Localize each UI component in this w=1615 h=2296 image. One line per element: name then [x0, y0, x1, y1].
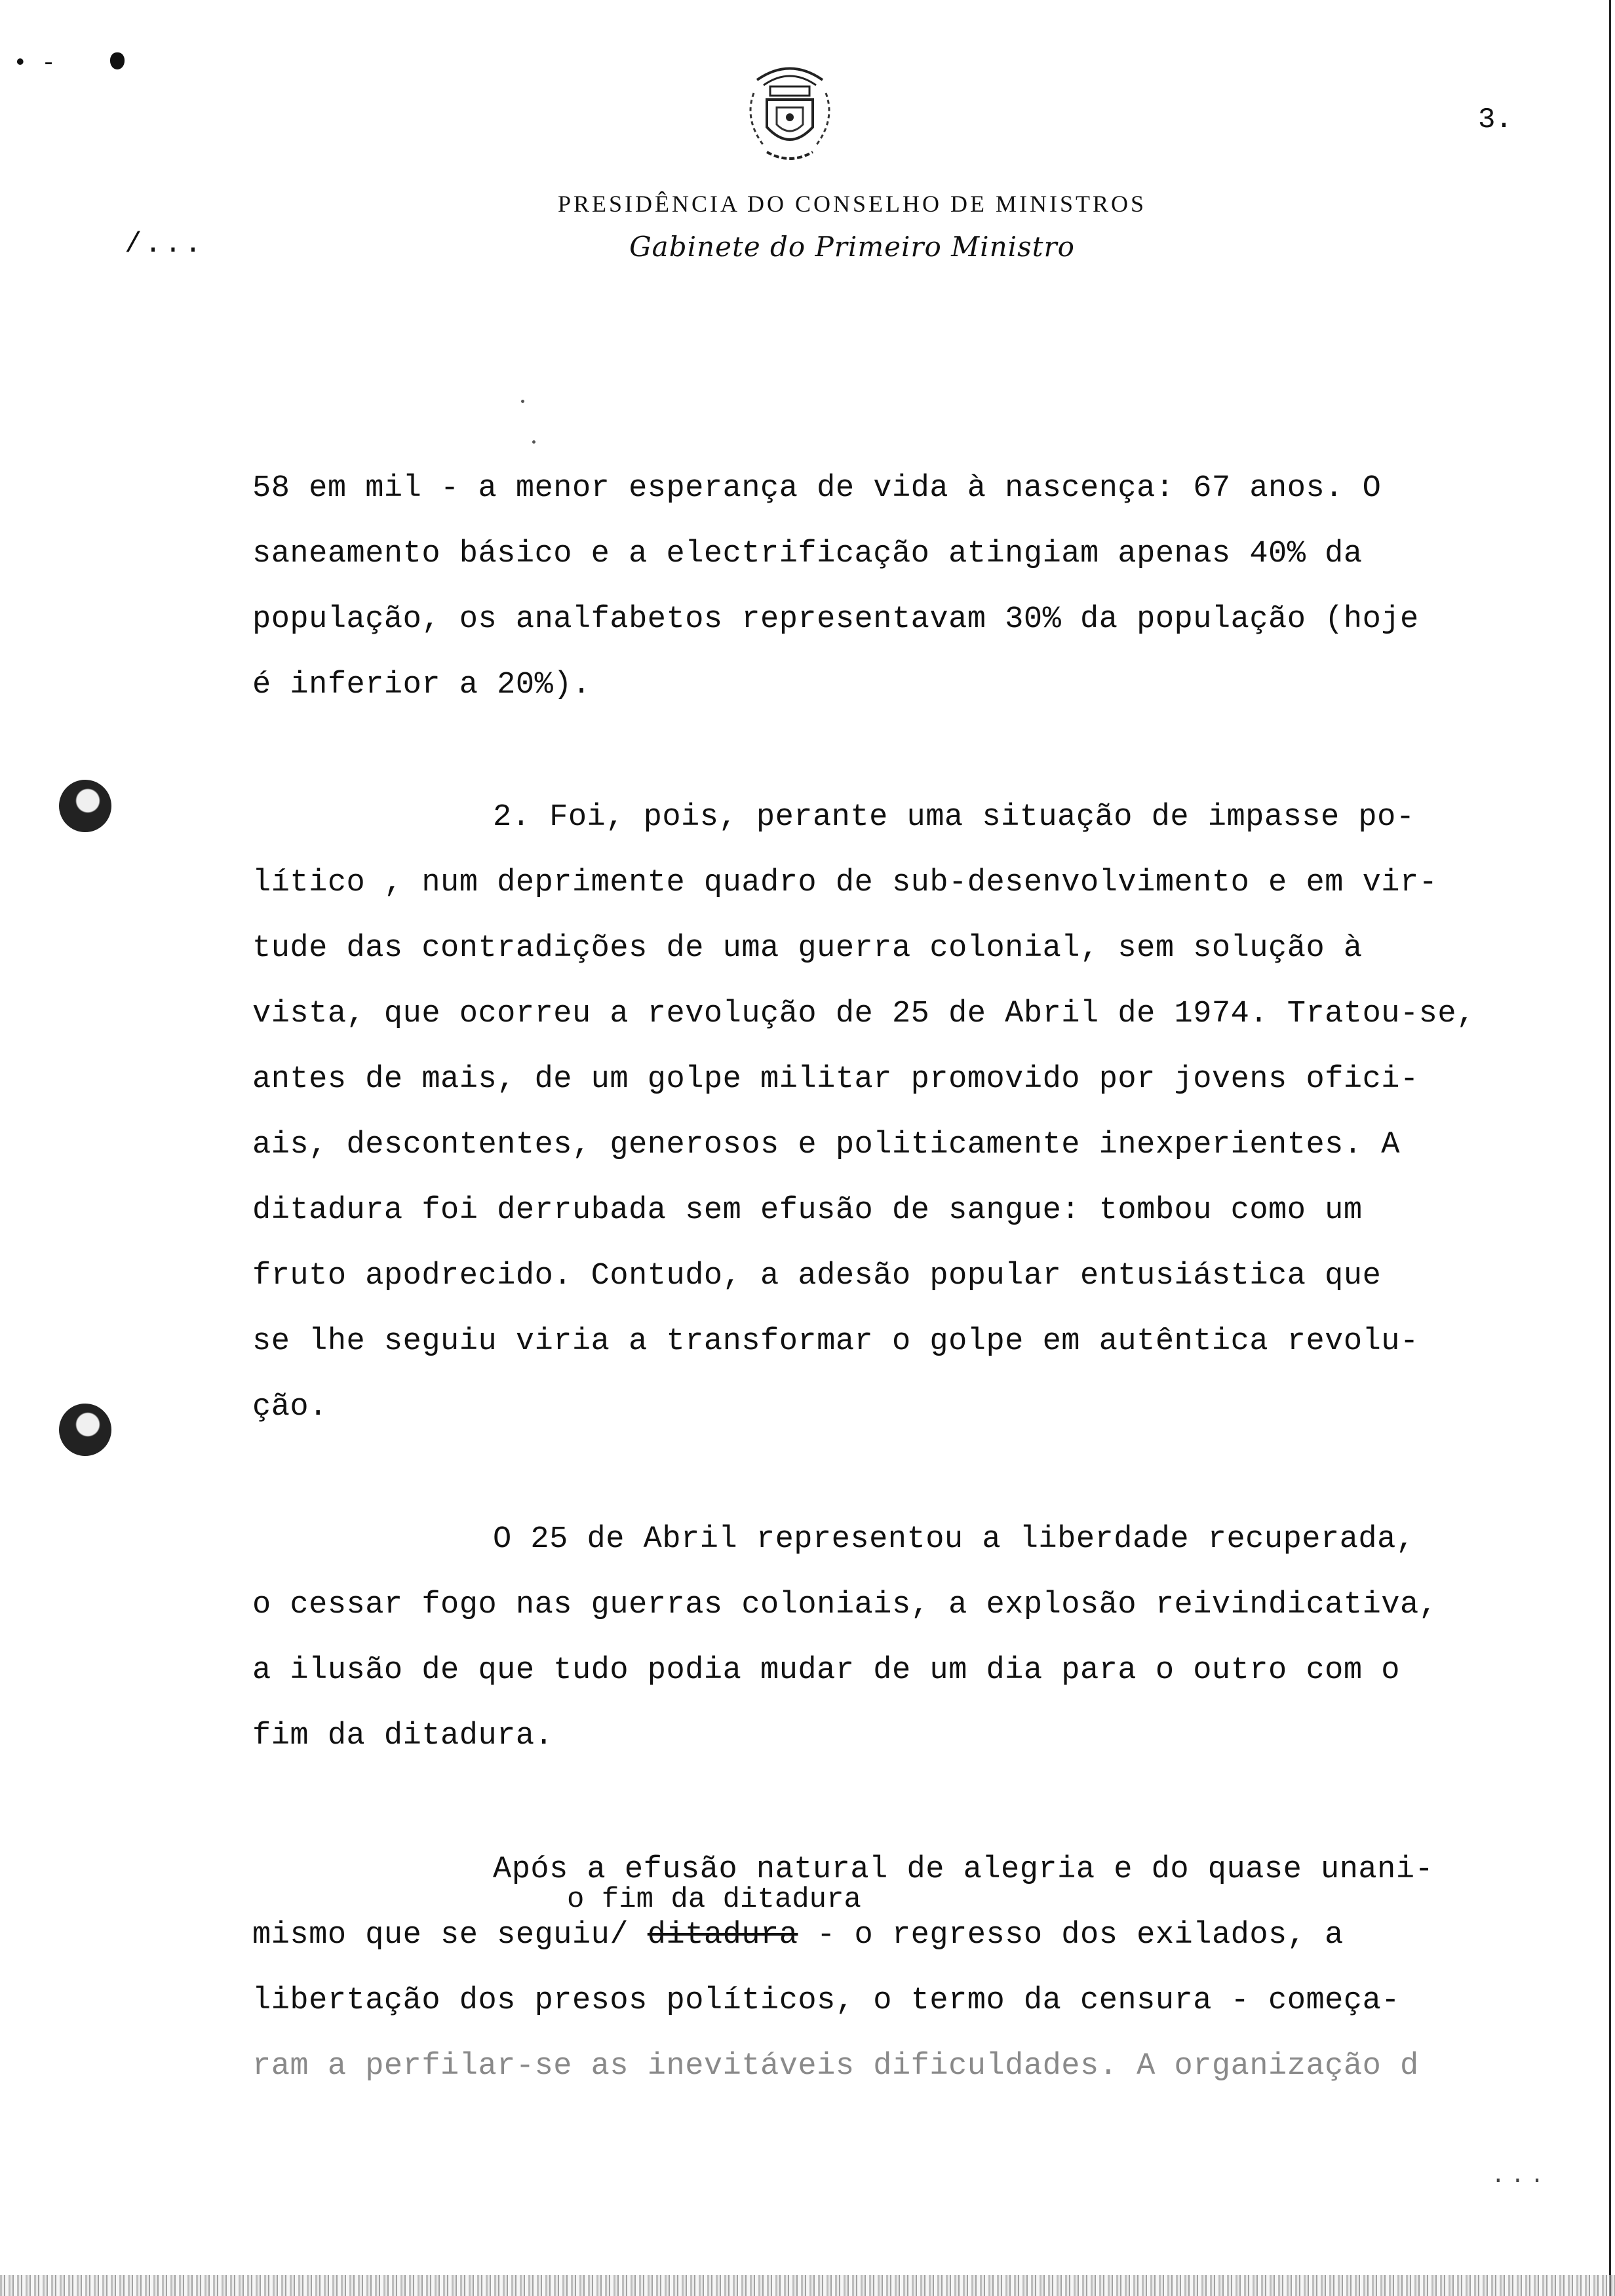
paragraph-2-line: ais, descontentes, generosos e politicamente inexperientes. A — [252, 1128, 1400, 1162]
paragraph-4-line — [252, 1917, 1344, 1954]
paragraph-2-line: ditadura foi derrubada sem efusão de sangue: tombou como um — [252, 1193, 1363, 1228]
punch-hole — [59, 1404, 111, 1456]
paragraph-2-line: antes de mais, de um golpe militar promovido por jovens ofici- — [252, 1062, 1419, 1097]
paragraph-3-line: O 25 de Abril representou a liberdade recuperada, — [493, 1522, 1415, 1557]
paragraph-1-line: população, os analfabetos representavam 30% da população (hoje — [252, 602, 1419, 637]
line-text: - o regresso dos exilados, a — [798, 1918, 1344, 1953]
handwritten-insertion: o fim da ditadura — [567, 1883, 861, 1916]
page-number: 3. — [1478, 104, 1513, 136]
paragraph-3-line: fim da ditadura. — [252, 1719, 554, 1753]
letterhead-subtitle: Gabinete do Primeiro Ministro — [629, 231, 1075, 263]
paragraph-4-line: ram a perfilar-se as inevitáveis dificuldades. A organização d — [252, 2049, 1419, 2084]
paragraph-3-line: a ilusão de que tudo podia mudar de um dia para o outro com o — [252, 1653, 1400, 1688]
trailing-dots: ... — [1491, 2162, 1549, 2189]
paragraph-2-line: fruto apodrecido. Contudo, a adesão popular entusiástica que — [252, 1259, 1382, 1293]
struck-word: ditadura — [647, 1918, 798, 1953]
paragraph-2-line: tude das contradições de uma guerra colonial, sem solução à — [252, 931, 1363, 966]
paragraph-2-line: ção. — [252, 1390, 328, 1425]
paragraph-2-line: vista, que ocorreu a revolução de 25 de Abril de 1974. Tratou-se, — [252, 997, 1475, 1031]
paragraph-2-line: lítico , num deprimente quadro de sub-desenvolvimento e em vir- — [252, 866, 1438, 900]
punch-hole — [59, 780, 111, 832]
paragraph-1-line: saneamento básico e a electrificação atingiam apenas 40% da — [252, 537, 1363, 571]
speck — [532, 440, 535, 444]
coat-of-arms-icon — [731, 54, 849, 172]
paragraph-4-line: Após a efusão natural de alegria e do quase unani- — [493, 1852, 1434, 1887]
paragraph-4-line: libertação dos presos políticos, o termo da censura - começa- — [252, 1983, 1400, 2018]
page-edge — [1609, 0, 1611, 2296]
letterhead-title: PRESIDÊNCIA DO CONSELHO DE MINISTROS — [557, 191, 1147, 217]
speck — [521, 400, 524, 403]
paragraph-1-line: 58 em mil - a menor esperança de vida à nascença: 67 anos. O — [252, 471, 1382, 506]
continuation-mark: /... — [125, 228, 204, 261]
scan-mark-diamond — [110, 52, 125, 69]
paragraph-2-line: se lhe seguiu viria a transformar o golpe em autêntica revolu- — [252, 1324, 1419, 1359]
paragraph-1-line: é inferior a 20%). — [252, 668, 591, 702]
line-text: mismo que se seguiu/ — [252, 1918, 648, 1953]
scan-noise-strip — [0, 2275, 1615, 2296]
scan-mark: • - — [13, 50, 56, 77]
paragraph-2-line: 2. Foi, pois, perante uma situação de impasse po- — [493, 800, 1415, 835]
paragraph-3-line: o cessar fogo nas guerras coloniais, a explosão reivindicativa, — [252, 1588, 1438, 1622]
